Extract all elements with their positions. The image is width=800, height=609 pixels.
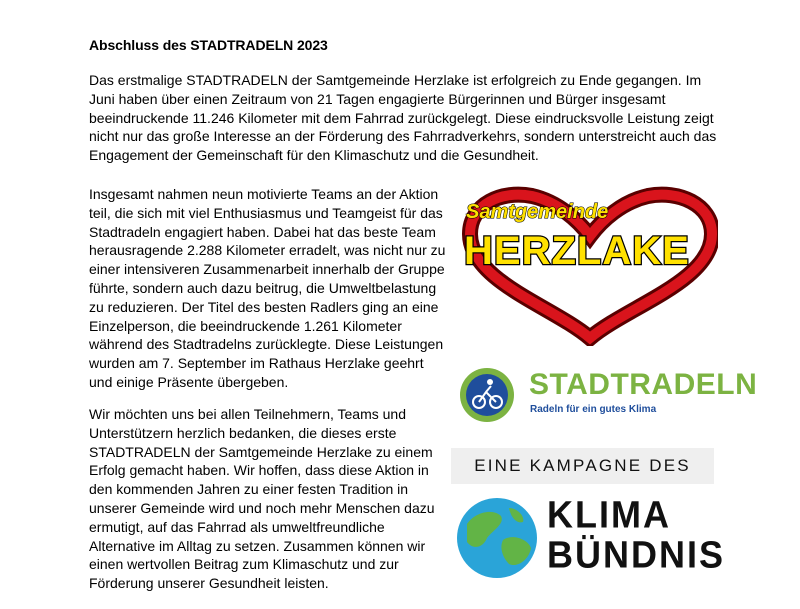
kampagne-label: EINE KAMPAGNE DES	[451, 448, 714, 484]
klimabuendnis-logo	[451, 484, 726, 590]
stadtradeln-tagline: Radeln für ein gutes Klima	[530, 404, 657, 415]
klimabuendnis-line1: KLIMA	[547, 492, 671, 536]
globe-icon	[453, 494, 541, 582]
stadtradeln-logo	[457, 364, 758, 426]
stadtradeln-name: STADTRADELN	[529, 368, 758, 401]
herzlake-logo	[462, 186, 718, 346]
klimabuendnis-line2: BÜNDNIS	[547, 532, 726, 576]
herzlake-line2: HERZLAKE	[464, 229, 690, 273]
herzlake-line1: Samtgemeinde	[466, 201, 609, 223]
paragraph-thanks: Wir möchten uns bei allen Teilnehmern, Teams und Unterstützern herzlich bedanken, die dieses erste STADTRADELN der Samtgemeinde Herzlake zu einem Erfolg gemacht haben. Wir hoffen, dass diese Aktion in den kommenden Jahren zu einer festen Tradition in unserer Gemeinde wird und noch mehr Menschen dazu ermutigt, auf das Fahrrad als umweltfreundliche Alternative im Alltag zu setzen. Zusammen können wir einen wertvollen Beitrag zum Klimaschutz und zur Förderung unserer Gesundheit leisten.	[89, 406, 435, 592]
paragraph-intro: Das erstmalige STADTRADELN der Samtgemeinde Herzlake ist erfolgreich zu Ende gegangen. Im Juni haben über einen Zeitraum von 21 Tagen engagierte Bürgerinnen und Bürger insgesamt beeindruckende 11.246 Kilometer mit dem Fahrrad zurückgelegt. Diese eindrucksvolle Leistung zeigt nicht nur das große Interesse an der Förderung des Fahrradverkehrs, sondern unterstreicht auch das Engagement der Gemeinschaft für den Klimaschutz und die Gesundheit.	[89, 72, 717, 164]
cyclist-icon	[457, 364, 519, 426]
document-title: Abschluss des STADTRADELN 2023	[89, 37, 328, 53]
paragraph-teams: Insgesamt nahmen neun motivierte Teams an der Aktion teil, die sich mit viel Enthusiasmus und Teamgeist für das Stadtradeln engagiert haben. Dabei hat das beste Team herausragende 2.288 Kilometer erradelt, was nicht nur zu einer intensiveren Zusammenarbeit innerhalb der Gruppe führte, sondern auch dazu beitrug, die Umweltbelastung zu reduzieren. Der Titel des besten Radlers ging an eine Einzelperson, die beeindruckende 1.261 Kilometer während des Stadtradelns zurücklegte. Diese Leistungen wurden am 7. September im Rathaus Herzlake geehrt und einige Präsente übergeben.	[89, 186, 446, 390]
heart-icon	[462, 186, 718, 346]
